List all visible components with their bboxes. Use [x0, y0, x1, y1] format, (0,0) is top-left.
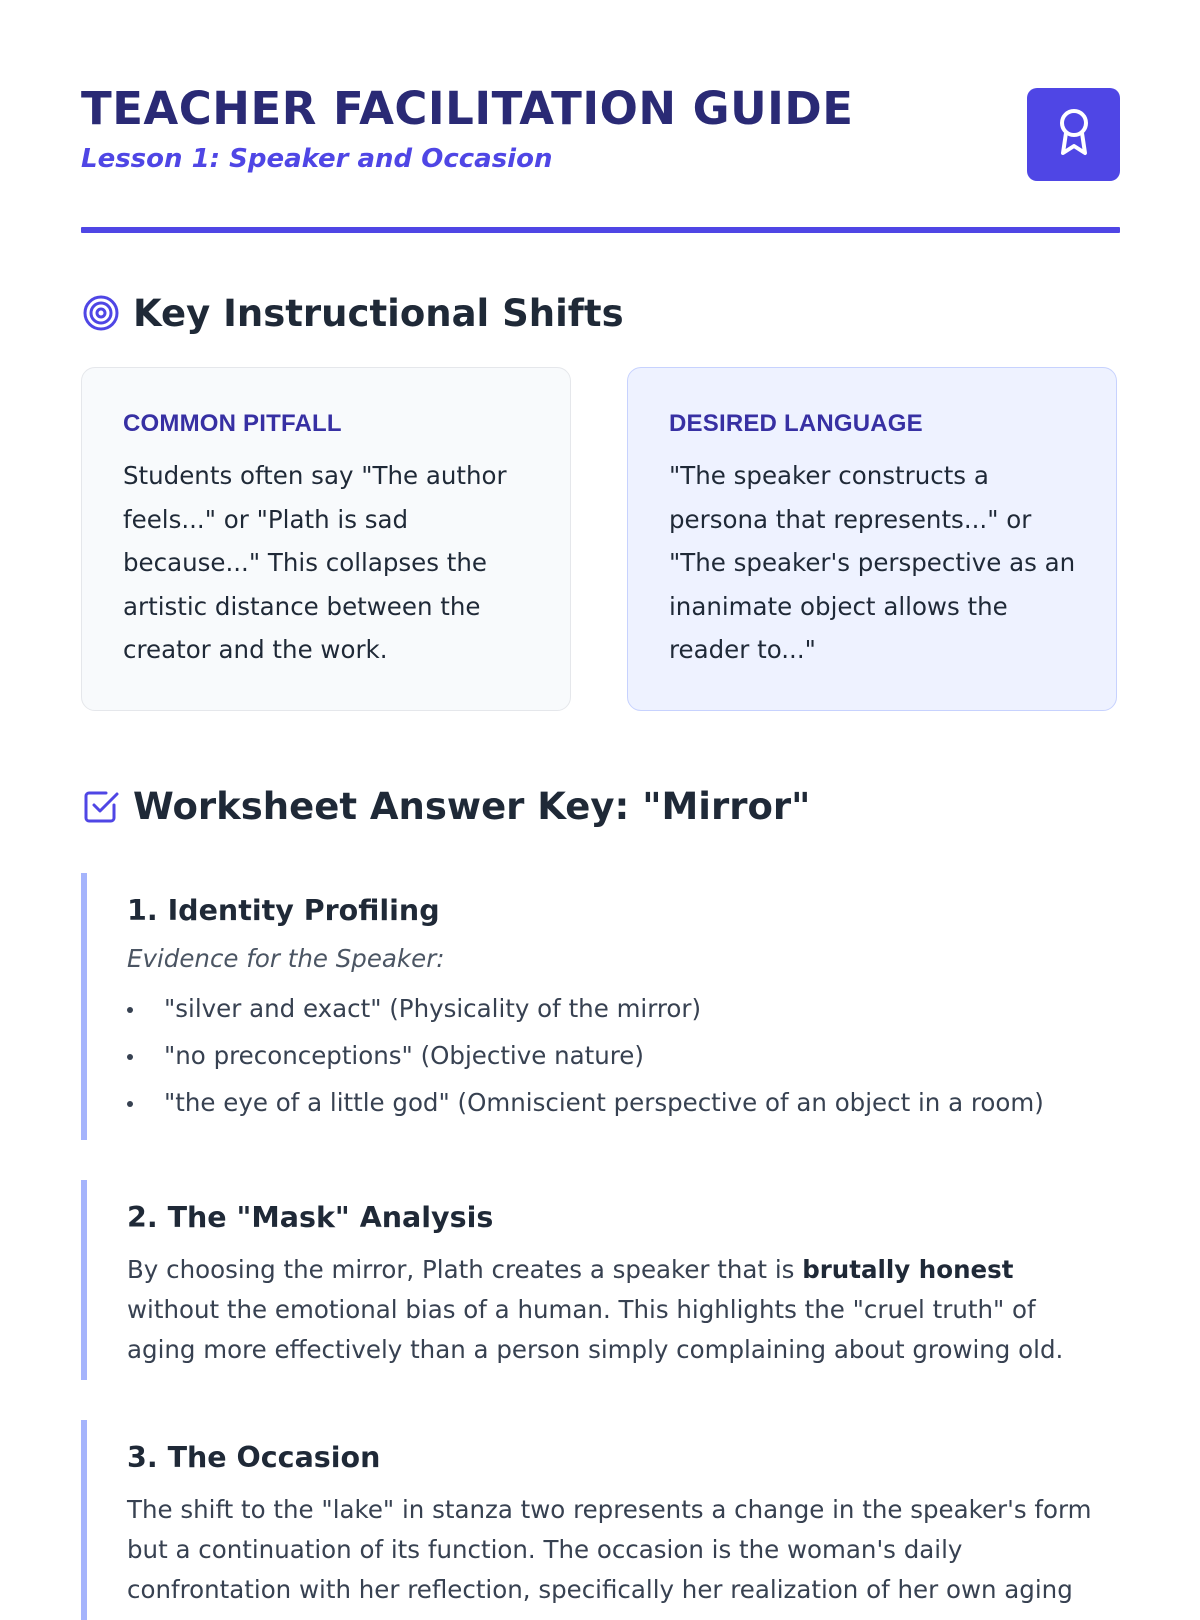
item-text-part: without the emotional bias of a human. This highlights the "cruel truth" of aging more effectively than a person simply complaining about growing old. — [127, 1295, 1064, 1364]
target-icon — [81, 293, 121, 333]
list-item: "no preconceptions" (Objective nature) — [127, 1040, 1110, 1072]
desired-language-card — [627, 367, 1117, 711]
item-text-part: By choosing the mirror, Plath creates a speaker that is — [127, 1255, 803, 1284]
key-shifts-heading — [81, 289, 624, 337]
item-text — [127, 1250, 1110, 1370]
item-text: The shift to the "lake" in stanza two represents a change in the speaker's form but a continuation of its function. The occasion is the woman's daily confrontation with her reflection, specifically her realization of her own aging — [127, 1495, 1092, 1604]
item-title: 1. Identity Profiling — [127, 894, 440, 927]
evidence-list — [127, 993, 1110, 1119]
answer-key-heading — [81, 782, 810, 830]
section-title: Worksheet Answer Key: "Mirror" — [133, 784, 811, 828]
lesson-subtitle: Lesson 1: Speaker and Occasion — [81, 144, 553, 174]
item-title: 2. The "Mask" Analysis — [127, 1201, 494, 1234]
header-divider — [81, 227, 1120, 233]
list-item: "the eye of a little god" (Omniscient perspective of an object in a room) — [127, 1087, 1110, 1119]
page-title: TEACHER FACILITATION GUIDE — [81, 82, 854, 135]
section-title: Key Instructional Shifts — [133, 291, 624, 335]
answer-item-occasion — [81, 1420, 1120, 1620]
card-label: DESIRED LANGUAGE — [669, 410, 923, 437]
card-label: COMMON PITFALL — [123, 410, 342, 437]
answer-item-mask — [81, 1180, 1120, 1380]
item-title: 3. The Occasion — [127, 1441, 381, 1474]
award-badge — [1027, 88, 1120, 181]
award-ribbon-icon — [1054, 106, 1094, 163]
common-pitfall-card — [81, 367, 571, 711]
item-text-emphasis: brutally honest — [802, 1255, 1014, 1284]
answer-item-identity — [81, 873, 1120, 1140]
evidence-label: Evidence for the Speaker: — [127, 944, 445, 973]
list-item: "silver and exact" (Physicality of the mirror) — [127, 993, 1110, 1025]
card-text: "The speaker constructs a persona that represents..." or "The speaker's perspective as an inanimate object allows the reader to..." — [669, 461, 1076, 664]
card-text: Students often say "The author feels..." or "Plath is sad because..." This collapses the artistic distance between the creator and the work. — [123, 461, 507, 664]
checkbox-icon — [81, 786, 121, 826]
guide-header — [81, 78, 1120, 238]
